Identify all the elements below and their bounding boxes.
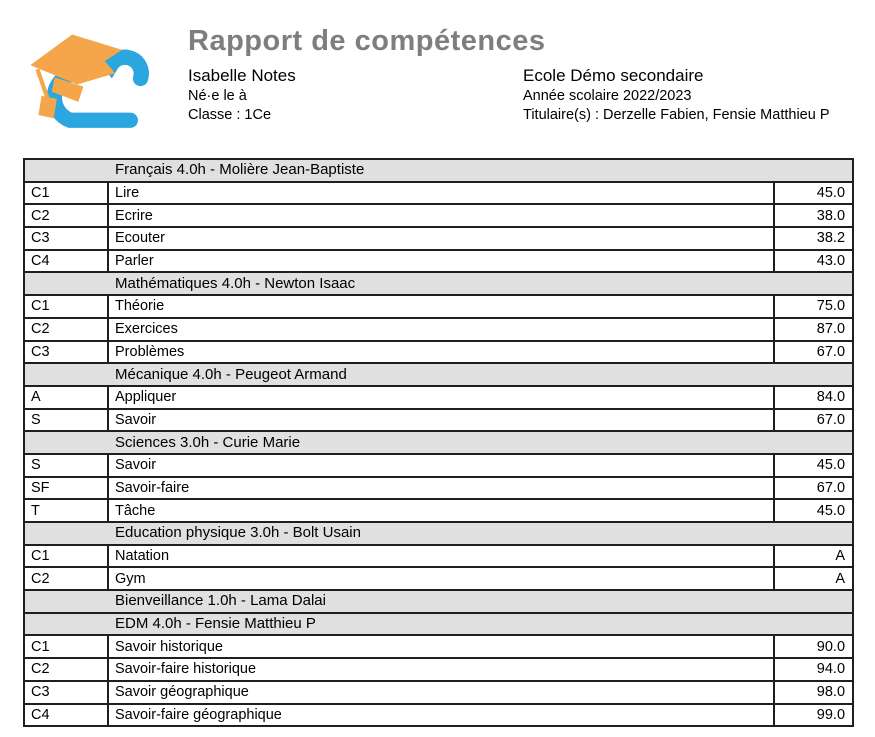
school-info-block [523,65,855,124]
competency-grade: 45.0 [774,499,853,522]
competency-row [24,704,853,727]
cloud-graduation-cap-logo [16,24,164,142]
section-title: Mécanique 4.0h - Peugeot Armand [24,363,853,386]
section-header-row [24,159,853,182]
competency-row [24,204,853,227]
competency-row [24,499,853,522]
section-title: Mathématiques 4.0h - Newton Isaac [24,272,853,295]
competency-grade: 45.0 [774,182,853,205]
competency-grade: 98.0 [774,681,853,704]
competency-code: C1 [24,295,108,318]
student-name: Isabelle Notes [188,66,296,85]
competency-code: C4 [24,704,108,727]
competency-label: Savoir historique [108,635,774,658]
competency-grade: 67.0 [774,409,853,432]
competency-row [24,341,853,364]
competency-grade: 90.0 [774,635,853,658]
section-header-row [24,590,853,613]
competency-code: S [24,409,108,432]
competency-label: Problèmes [108,341,774,364]
competency-code: C2 [24,318,108,341]
competency-grade: 67.0 [774,341,853,364]
competency-code: C1 [24,182,108,205]
competency-label: Appliquer [108,386,774,409]
school-year-line: Année scolaire 2022/2023 [523,88,692,104]
competency-code: C1 [24,545,108,568]
competency-row [24,567,853,590]
competency-code: T [24,499,108,522]
competency-row [24,295,853,318]
section-title: Education physique 3.0h - Bolt Usain [24,522,853,545]
section-title: EDM 4.0h - Fensie Matthieu P [24,613,853,636]
competency-row [24,454,853,477]
competency-grade: A [774,545,853,568]
competency-label: Ecouter [108,227,774,250]
competency-grade: 87.0 [774,318,853,341]
competency-code: C2 [24,204,108,227]
school-titulars-line: Titulaire(s) : Derzelle Fabien, Fensie Matthieu P [523,106,830,123]
competency-label: Théorie [108,295,774,318]
competency-label: Lire [108,182,774,205]
competency-row [24,477,853,500]
competency-code: SF [24,477,108,500]
competency-grade: 38.2 [774,227,853,250]
competency-grade: 45.0 [774,454,853,477]
competency-label: Savoir [108,409,774,432]
section-title: Bienveillance 1.0h - Lama Dalai [24,590,853,613]
competency-row [24,182,853,205]
competency-code: A [24,386,108,409]
competency-code: S [24,454,108,477]
competency-code: C3 [24,681,108,704]
section-header-row [24,522,853,545]
section-header-row [24,431,853,454]
competency-row [24,545,853,568]
competency-code: C2 [24,567,108,590]
competency-code: C4 [24,250,108,273]
competency-grade: 99.0 [774,704,853,727]
competency-grade: 43.0 [774,250,853,273]
competency-label: Parler [108,250,774,273]
student-info-block [188,65,523,124]
competency-label: Savoir [108,454,774,477]
competency-code: C3 [24,341,108,364]
page-title: Rapport de compétences [188,25,546,57]
competency-label: Savoir géographique [108,681,774,704]
report-table-body [24,159,853,726]
competency-label: Exercices [108,318,774,341]
section-title: Sciences 3.0h - Curie Marie [24,431,853,454]
competency-row [24,318,853,341]
competency-grade: A [774,567,853,590]
section-header-row [24,272,853,295]
competency-grade: 94.0 [774,658,853,681]
school-name: Ecole Démo secondaire [523,66,704,85]
competency-grade: 84.0 [774,386,853,409]
competency-label: Gym [108,567,774,590]
competency-grade: 67.0 [774,477,853,500]
student-class-line: Classe : 1Ce [188,106,272,123]
tassel-cord [37,69,47,99]
section-header-row [24,363,853,386]
competency-code: C1 [24,635,108,658]
competency-code: C3 [24,227,108,250]
competency-row [24,658,853,681]
competency-row [24,635,853,658]
student-birth-line: Né·e le à [188,88,247,104]
tassel-end [38,96,56,118]
section-title: Français 4.0h - Molière Jean-Baptiste [24,159,853,182]
competency-label: Savoir-faire historique [108,658,774,681]
competency-label: Savoir-faire [108,477,774,500]
report-header [188,24,858,124]
section-header-row [24,613,853,636]
competency-label: Natation [108,545,774,568]
competency-row [24,681,853,704]
competency-row [24,227,853,250]
competency-label: Ecrire [108,204,774,227]
competency-row [24,386,853,409]
competency-table [23,158,854,727]
competency-row [24,250,853,273]
competency-grade: 38.0 [774,204,853,227]
competency-code: C2 [24,658,108,681]
competency-label: Savoir-faire géographique [108,704,774,727]
competency-grade: 75.0 [774,295,853,318]
competency-label: Tâche [108,499,774,522]
competency-row [24,409,853,432]
